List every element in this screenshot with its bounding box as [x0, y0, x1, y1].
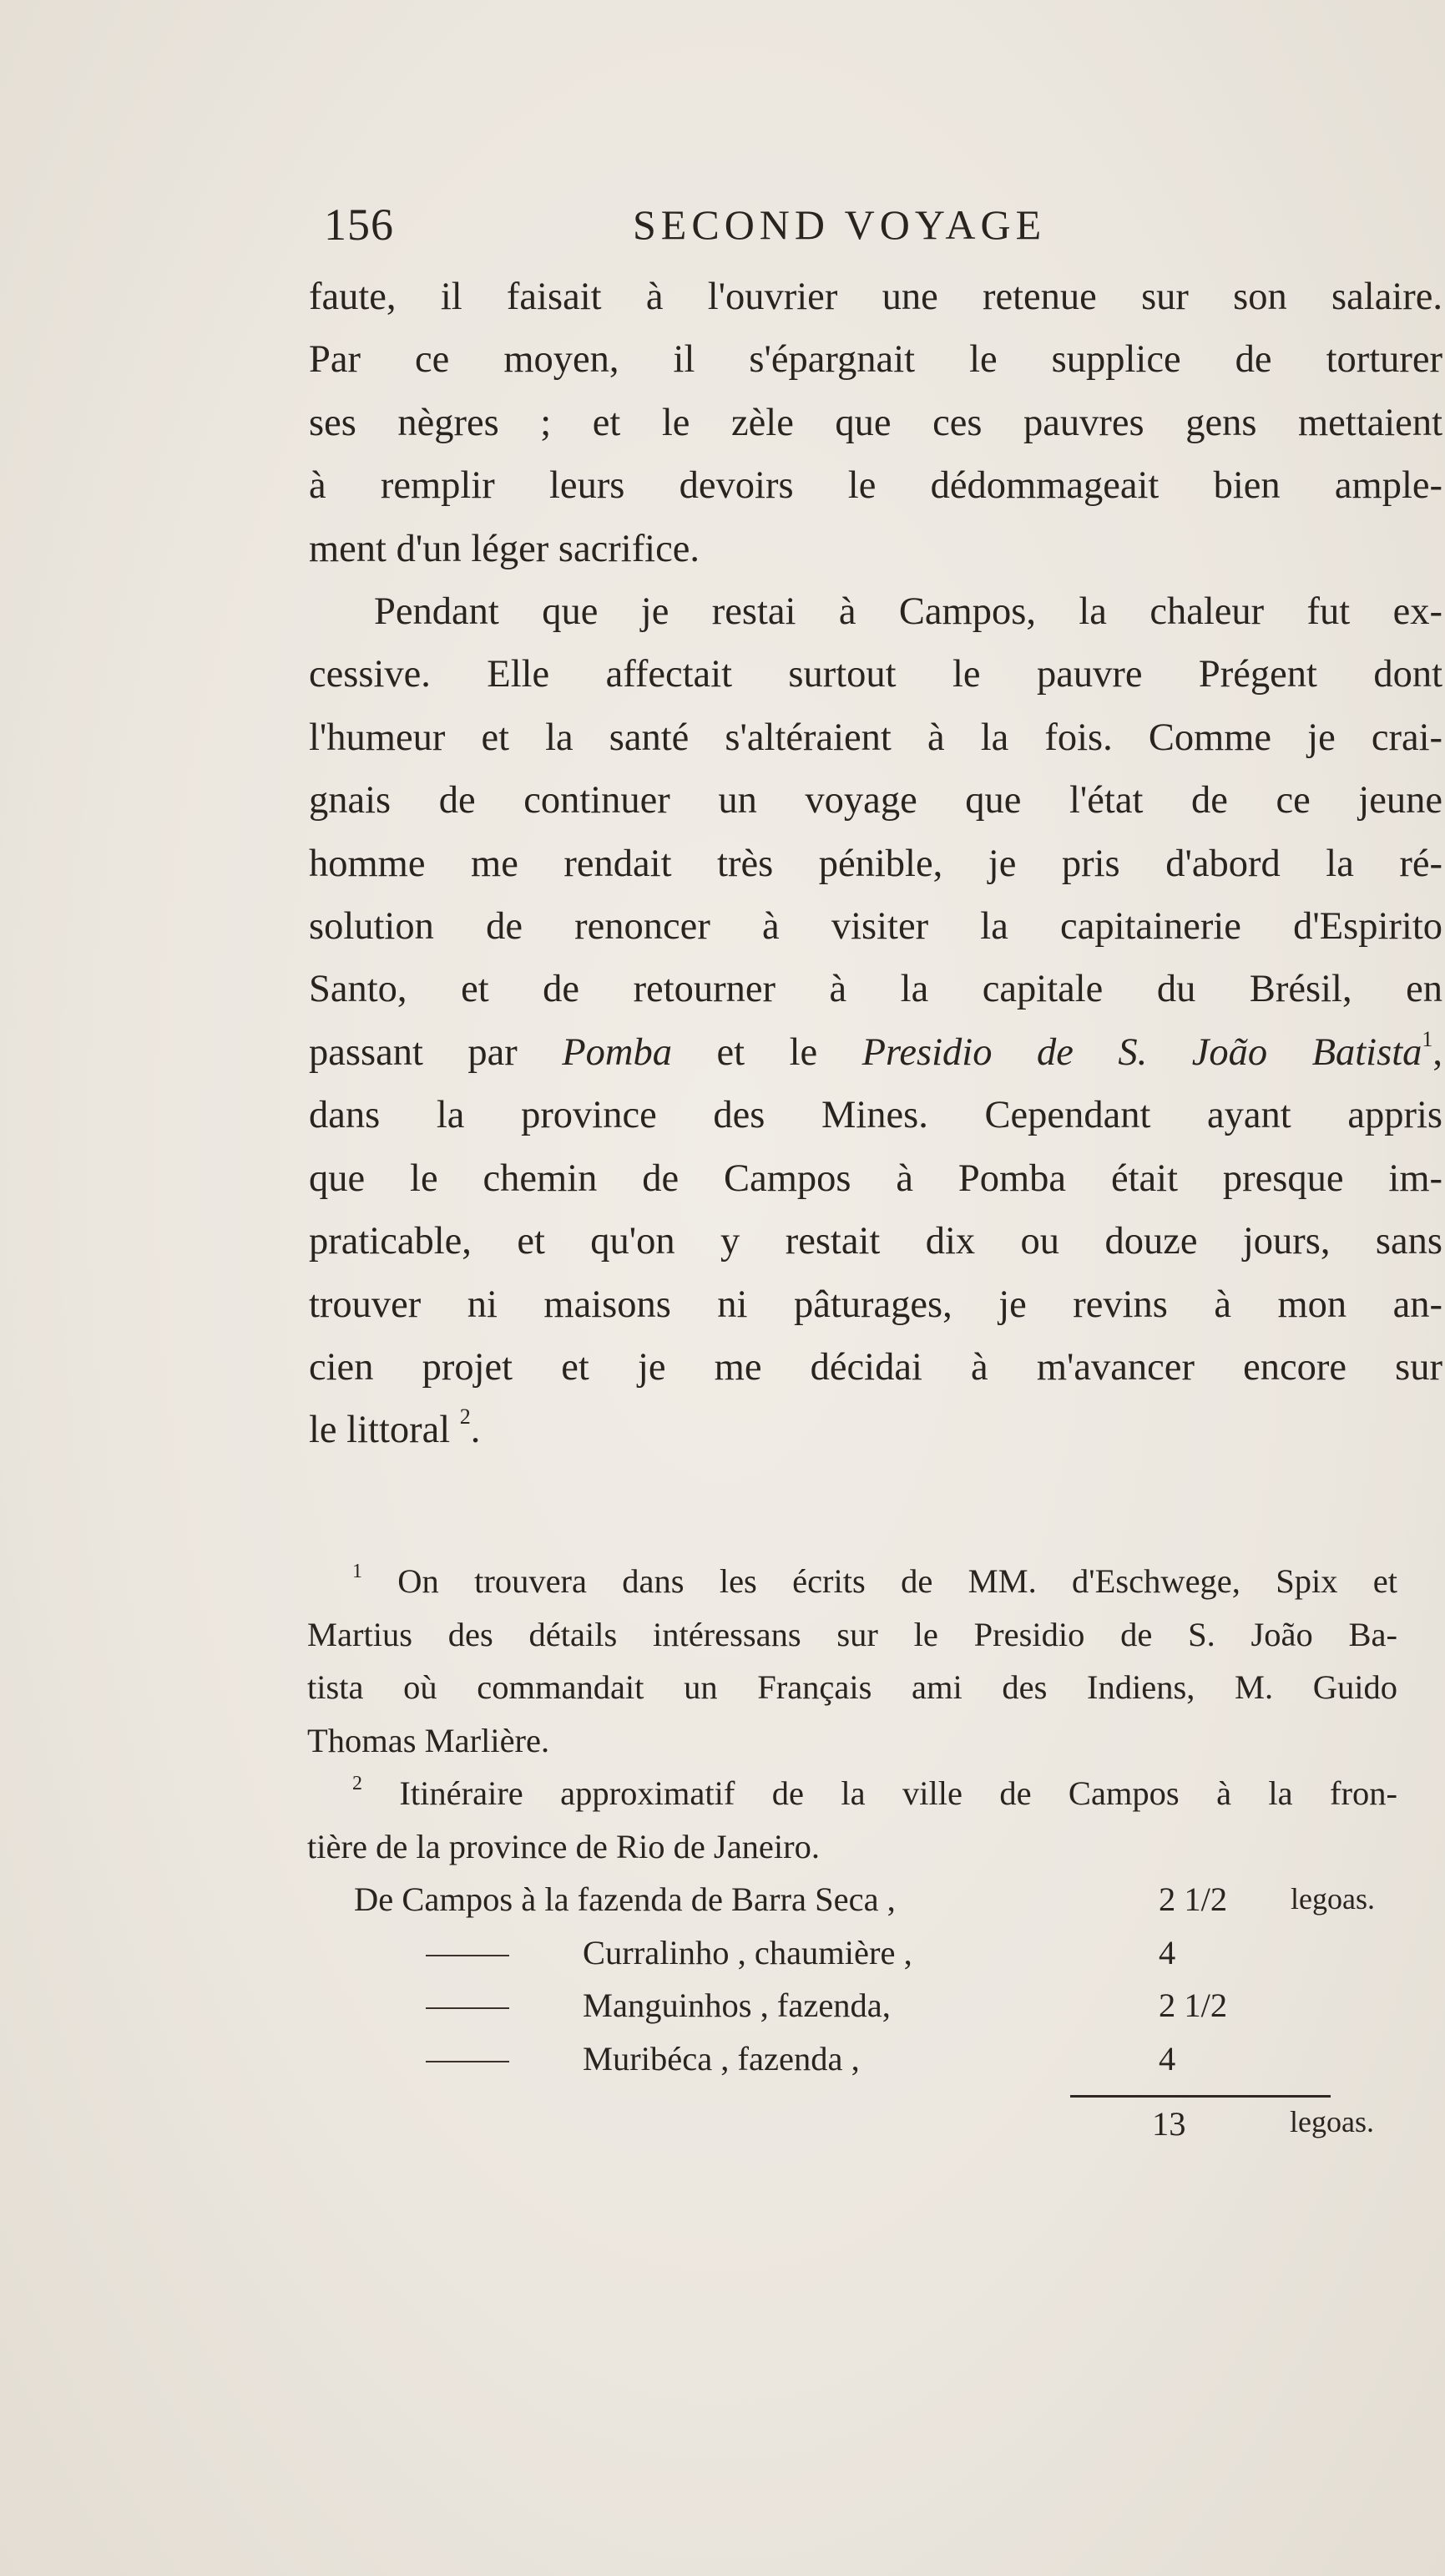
total-value: 13: [1152, 2105, 1186, 2143]
body-line: l'humeur et la santé s'altéraient à la fois. Comme je crai-: [309, 716, 1442, 759]
text-run: ,: [1432, 1030, 1442, 1074]
footnote-text: Itinéraire approximatif de la ville de Campos à la fron-: [399, 1774, 1397, 1812]
body-line: homme me rendait très pénible, je pris d'abord la ré-: [309, 842, 1442, 885]
footnote-line: [307, 1555, 1397, 1608]
footnote-line: [307, 1767, 1397, 1820]
footnote-reference: 1: [1422, 1026, 1433, 1051]
footnote-reference: 2: [459, 1404, 471, 1430]
body-line-with-italics: [309, 1021, 1442, 1084]
total-unit: legoas.: [1290, 2105, 1374, 2138]
footnote-line: Martius des détails intéressans sur le Presidio de S. João Ba-: [307, 1615, 1397, 1653]
page-header: [324, 199, 1159, 257]
text-run: passant par: [309, 1030, 563, 1074]
itinerary-row: [307, 2032, 1397, 2086]
itinerary-distance: 4: [1159, 1933, 1176, 1971]
itinerary-unit: legoas.: [1291, 1882, 1375, 1916]
footnote-line: tière de la province de Rio de Janeiro.: [307, 1827, 821, 1865]
itinerary-place: Curralinho , chaumière ,: [583, 1933, 912, 1971]
itinerary-row: [307, 1926, 1397, 1980]
itinerary-place: Manguinhos , fazenda,: [583, 1986, 891, 2024]
body-line: trouver ni maisons ni pâturages, je revins à mon an-: [309, 1283, 1442, 1326]
body-line: ment d'un léger sacrifice.: [309, 527, 700, 570]
footnote-marker: 2: [352, 1773, 362, 1794]
itinerary-row: [307, 1873, 1397, 1926]
itinerary-distance: 2 1/2: [1159, 1880, 1228, 1918]
itinerary-total: [1152, 2104, 1445, 2163]
italic-place-name: Presidio de S. João Batista: [861, 1030, 1422, 1074]
body-last-line: [309, 1399, 1442, 1461]
italic-place-name: Pomba: [562, 1030, 673, 1074]
body-text: [309, 266, 1442, 1462]
body-line: cien projet et je me décidai à m'avancer encore sur: [309, 1345, 1442, 1389]
footnote-line: tista où commandait un Français ami des Indiens, M. Guido: [307, 1668, 1397, 1706]
body-line: ses nègres ; et le zèle que ces pauvres gens mettaient: [309, 401, 1442, 444]
footnote-text: On trouvera dans les écrits de MM. d'Eschwege, Spix et: [397, 1562, 1397, 1600]
sum-rule: [1070, 2095, 1331, 2098]
itinerary-row: [307, 1979, 1397, 2032]
body-line: dans la province des Mines. Cependant ayant appris: [309, 1094, 1442, 1137]
text-run: et le: [672, 1030, 862, 1074]
itinerary-distance: 4: [1159, 2039, 1176, 2078]
itinerary-place: Muribéca , fazenda ,: [583, 2039, 860, 2078]
footnotes: [307, 1555, 1397, 2078]
body-line: gnais de continuer un voyage que l'état de ce jeune: [309, 779, 1442, 822]
text-run: le littoral: [309, 1409, 460, 1452]
body-line: Pendant que je restai à Campos, la chaleur fut ex-: [374, 590, 1442, 634]
footnote-marker: 1: [352, 1561, 362, 1582]
body-line: praticable, et qu'on y restait dix ou douze jours, sans: [309, 1220, 1442, 1263]
body-line: à remplir leurs devoirs le dédommageait bien ample-: [309, 464, 1442, 508]
itinerary-distance: 2 1/2: [1159, 1986, 1228, 2024]
body-line: que le chemin de Campos à Pomba était presque im-: [309, 1156, 1442, 1200]
body-line: faute, il faisait à l'ouvrier une retenue sur son salaire.: [309, 276, 1442, 318]
itinerary-table: [307, 1873, 1397, 2085]
body-line: Par ce moyen, il s'épargnait le supplice de torturer: [309, 338, 1442, 382]
body-line: cessive. Elle affectait surtout le pauvre Prégent dont: [309, 653, 1442, 696]
text-run: .: [470, 1409, 481, 1452]
body-line: solution de renoncer à visiter la capitainerie d'Espirito: [309, 905, 1442, 949]
itinerary-place: De Campos à la fazenda de Barra Seca ,: [354, 1880, 896, 1918]
body-line: Santo, et de retourner à la capitale du Brésil, en: [309, 968, 1442, 1011]
footnote-line: Thomas Marlière.: [307, 1721, 550, 1759]
page-number: 156: [324, 200, 394, 250]
running-head: SECOND VOYAGE: [633, 201, 1047, 248]
